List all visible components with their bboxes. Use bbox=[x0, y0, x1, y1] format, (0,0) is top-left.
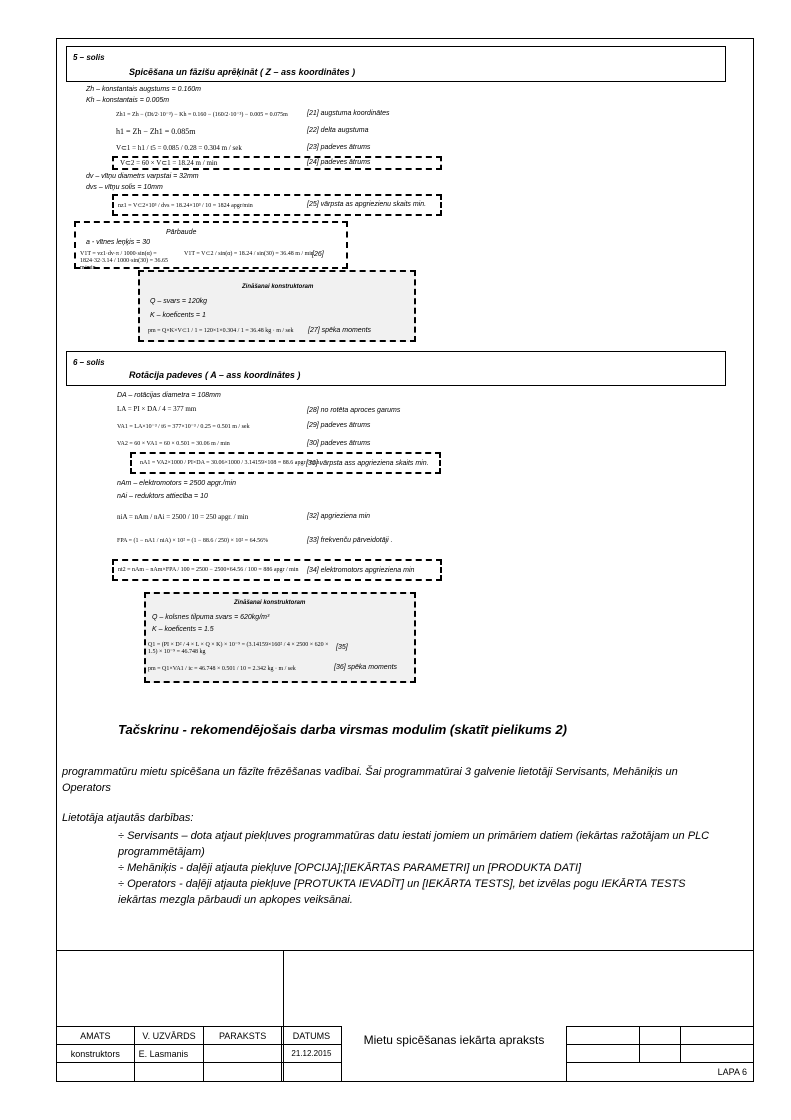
nai-text: nAi – reduktors attiecība = 10 bbox=[117, 493, 208, 500]
col-datums: DATUMS bbox=[281, 1027, 341, 1045]
ref-27: [27] spēka moments bbox=[308, 327, 372, 334]
nam-text: nAm – elektromotors = 2500 apgr./min bbox=[117, 480, 236, 487]
intro-paragraph: programmatūru mietu spicēšana un fāzīte frēzēšanas vadībai. Šai programmatūrai 3 galvenie lietotāji Servisants, Mehāniķis un Operators bbox=[62, 766, 678, 794]
empty-cell bbox=[57, 1063, 135, 1082]
info6-title: Zināšanai konstruktoram bbox=[234, 600, 306, 606]
col-vards: V. UZVĀRDS bbox=[134, 1027, 204, 1045]
empty-cell bbox=[567, 1045, 640, 1063]
title-block-top-line bbox=[56, 950, 754, 951]
signature-table bbox=[56, 1026, 342, 1082]
bullet-servisants: ÷ Servisants – dota atjaut piekļuves programmatūras datu iestati jomiem un primāriem datiem (iekārtas ražotājam un PLC programmētājam) bbox=[118, 830, 710, 858]
check-box bbox=[74, 221, 348, 269]
val-amats: konstruktors bbox=[57, 1045, 135, 1063]
kh-text: Kh – konstantais = 0.005m bbox=[86, 97, 170, 104]
zh-text: Zh – konstantais augstums = 0.160m bbox=[86, 86, 201, 93]
ref-34: [34] elektromotors apgrieziena min bbox=[307, 567, 415, 574]
empty-cell bbox=[640, 1045, 680, 1063]
dvs-text: dvs – vītņu solis = 10mm bbox=[86, 184, 163, 191]
dv-text: dv – vītņu diametrs varpstai = 32mm bbox=[86, 173, 199, 180]
formula-21: Zh1 = Zh − (Dt/2·10⁻³) − Kh = 0.160 − (160/2·10⁻³) − 0.005 = 0.075m bbox=[116, 112, 288, 118]
formula-25: nz1 = V⊂2×10³ / dvs = 18.24×10³ / 10 = 1824 apgr/min bbox=[118, 203, 253, 209]
page-number: LAPA 6 bbox=[567, 1063, 754, 1082]
ref-22: [22] delta augstuma bbox=[307, 127, 369, 134]
formula-32: niA = nAm / nAi = 2500 / 10 = 250 apgr. / min bbox=[117, 513, 249, 521]
ref-26: [26] bbox=[312, 251, 324, 258]
ref-29: [29] padeves ātrums bbox=[307, 422, 371, 429]
info-box-5 bbox=[138, 270, 416, 342]
val-vards: E. Lasmanis bbox=[134, 1045, 204, 1063]
empty-cell bbox=[134, 1063, 204, 1082]
formula-33: FPA = (1 − nA1 / niA) × 10² = (1 − 88.6 / 250) × 10² = 64.56% bbox=[117, 538, 269, 544]
formula-34: nt2 = nAm − nAm×FPA / 100 = 2500 − 2500×64.56 / 100 = 886 apgr / min bbox=[118, 567, 299, 573]
formula-27: pm = Q×K×V⊂1 / 1 = 120×1×0.304 / 1 = 36.48 kg · m / sek bbox=[148, 328, 294, 334]
actions-title: Lietotāja atjautās darbības: bbox=[62, 812, 194, 824]
info-box-6 bbox=[144, 592, 416, 683]
ref-36: [36] spēka moments bbox=[334, 664, 398, 671]
formula-23: V⊂1 = h1 / t5 = 0.085 / 0.28 = 0.304 m / sek bbox=[116, 144, 242, 152]
empty-cell bbox=[680, 1045, 753, 1063]
bullet-operators: ÷ Operators - daļēji atjauta piekļuve [PROTUKTA IEVADĪT] un [IEKĀRTA TESTS], bet izvēlas pogu IEKĀRTA TESTS iekārtas mezgla pārbaudi un apkopes veiksānai. bbox=[118, 878, 686, 906]
k-text-6: K – koeficents = 1.5 bbox=[152, 626, 214, 633]
empty-cell bbox=[680, 1027, 753, 1045]
step6-label: 6 – solis bbox=[73, 358, 105, 367]
formula-25-box bbox=[112, 194, 442, 216]
q-text-6: Q – kolsnes tilpuma svars = 620kg/m³ bbox=[152, 614, 270, 621]
revision-table bbox=[566, 1026, 754, 1082]
step5-title: Spicēšana un fāzišu aprēķināt ( Z – ass koordinātes ) bbox=[129, 67, 356, 77]
ref-31: [31] vārpsta ass apgrieziena skaits min. bbox=[306, 460, 429, 467]
document-title: Mietu spicēšanas iekārta apraksts bbox=[363, 1033, 545, 1047]
formula-36: pm = Q1×VA1 / ic = 46.748 × 0.501 / 10 = 2.342 kg · m / sek bbox=[148, 666, 296, 672]
formula-31-box bbox=[130, 452, 441, 474]
ref-30: [30] padeves ātrums bbox=[307, 440, 371, 447]
bullet-mehanikis: ÷ Mehāniķis - daļēji atjauta piekļuve [OPCIJA];[IEKĀRTAS PARAMETRI] un [PRODUKTA DATI] bbox=[118, 862, 582, 874]
ref-33: [33] frekvenču pārveidotāji . bbox=[307, 537, 393, 544]
empty-cell bbox=[204, 1063, 282, 1082]
formula-29: VA1 = LA×10⁻³ / t6 = 377×10⁻³ / 0.25 = 0.501 m / sek bbox=[117, 424, 250, 430]
formula-24-box bbox=[112, 156, 442, 170]
ref-35: [35] bbox=[336, 644, 348, 651]
bullet-list bbox=[118, 828, 726, 908]
empty-cell bbox=[281, 1063, 341, 1082]
formula-26a: V1T = vz1·dv·π / 1000·sin(α) = 1824·32·3.14 / 1000·sin(30) = 36.65 m/min bbox=[80, 251, 169, 271]
info5-title: Zināšanai konstruktoram bbox=[242, 284, 314, 290]
step6-header bbox=[66, 351, 726, 386]
ref-28: [28] no rotēta aproces garums bbox=[307, 407, 401, 414]
val-datums: 21.12.2015 bbox=[281, 1045, 341, 1063]
q-text-5: Q – svars = 120kg bbox=[150, 298, 208, 305]
da-text: DA – rotācijas diametra = 108mm bbox=[117, 392, 221, 399]
step5-label: 5 – solis bbox=[73, 53, 105, 62]
formula-26b: V1T = V⊂2 / sin(α) = 18.24 / sin(30) = 36.48 m / min bbox=[184, 251, 314, 257]
check-title: Pārbaude bbox=[166, 229, 197, 236]
k-text-5: K – koeficents = 1 bbox=[150, 312, 206, 319]
ref-23: [23] padeves ātrums bbox=[307, 144, 371, 151]
val-paraksts bbox=[204, 1045, 282, 1063]
step5-header bbox=[66, 46, 726, 82]
formula-22: h1 = Zh − Zh1 = 0.085m bbox=[116, 127, 196, 136]
ref-25: [25] vārpsta as apgriezienu skaits min. bbox=[307, 201, 427, 208]
ref-32: [32] apgrieziena min bbox=[307, 513, 371, 520]
col-paraksts: PARAKSTS bbox=[204, 1027, 282, 1045]
col-amats: AMATS bbox=[57, 1027, 135, 1045]
formula-24: V⊂2 = 60 × V⊂1 = 18.24 m / min bbox=[120, 159, 218, 167]
ref-21: [21] augstuma koordinātes bbox=[307, 110, 390, 117]
formula-30: VA2 = 60 × VA1 = 60 × 0.501 = 30.06 m / min bbox=[117, 441, 230, 447]
empty-cell bbox=[640, 1027, 680, 1045]
empty-cell bbox=[567, 1027, 640, 1045]
formula-28: LA = PI × DA / 4 = 377 mm bbox=[117, 405, 197, 413]
step6-title: Rotācija padeves ( A – ass koordinātes ) bbox=[129, 370, 301, 380]
formula-34-box bbox=[112, 559, 442, 581]
formula-31: nA1 = VA2×1000 / PI×DA = 30.06×1000 / 3.14159×108 = 88.6 apgr / min bbox=[140, 460, 320, 466]
ref-24: [24] padeves ātrums bbox=[307, 159, 371, 166]
formula-35: Q1 = (PI × D² / 4 × L × Q × K) × 10⁻⁹ = (3.14159×160² / 4 × 2500 × 620 × 1.5) × 10⁻⁹ = 46.748 kg bbox=[148, 642, 329, 655]
section-heading: Tačskrinu - rekomendējošais darba virsmas modulim (skatīt pielikums 2) bbox=[118, 722, 567, 737]
alpha-text: a - vītnes leņķis = 30 bbox=[86, 239, 151, 246]
